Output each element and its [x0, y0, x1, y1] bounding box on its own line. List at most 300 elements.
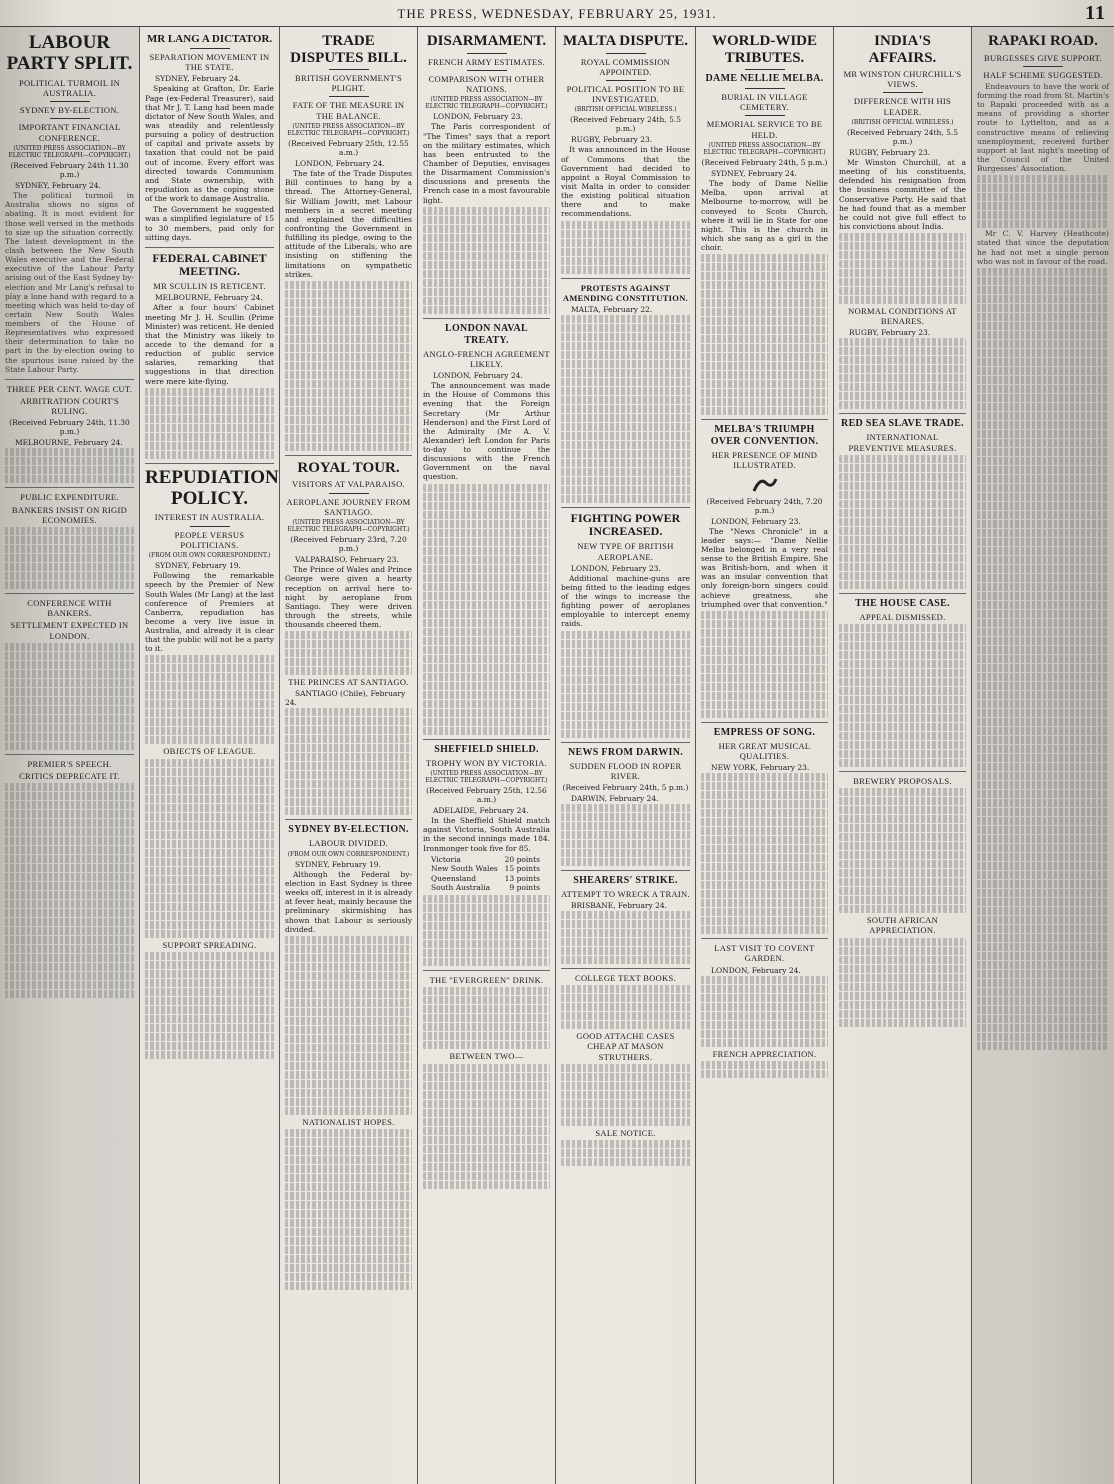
subheadline: LAST VISIT TO COVENT GARDEN.	[714, 943, 815, 964]
subheadline: ROYAL COMMISSION APPOINTED.	[580, 56, 671, 77]
illegible-text	[977, 709, 1109, 717]
illegible-text	[423, 1172, 550, 1180]
illegible-text	[839, 633, 966, 641]
illegible-text	[145, 727, 274, 735]
article-melba-triumph	[701, 424, 828, 723]
illegible-text	[561, 938, 690, 946]
divider	[329, 69, 369, 70]
illegible-text	[561, 230, 690, 238]
illegible-text	[977, 988, 1109, 996]
illegible-text	[285, 744, 412, 752]
dateline: VALPARAISO, February 23.	[295, 555, 399, 565]
illegible-text	[423, 574, 550, 582]
illegible-text	[423, 913, 550, 921]
illegible-text	[5, 670, 134, 678]
illegible-text	[839, 572, 966, 580]
illegible-text	[145, 424, 274, 432]
illegible-text	[285, 999, 412, 1007]
illegible-text	[5, 572, 134, 580]
illegible-text	[423, 306, 550, 314]
illegible-text	[701, 665, 828, 673]
illegible-text	[423, 1145, 550, 1153]
headline: MR LANG A DICTATOR.	[146, 33, 273, 45]
dateline: MELBOURNE, February 24.	[155, 293, 263, 303]
illegible-text	[423, 288, 550, 296]
illegible-text	[977, 808, 1109, 816]
illegible-text	[977, 871, 1109, 879]
dateline: LONDON, February 23.	[711, 516, 801, 526]
illegible-text	[423, 279, 550, 287]
illegible-text	[839, 759, 966, 767]
illegible-text	[423, 502, 550, 510]
column-4	[418, 27, 556, 1484]
dateline: LONDON, February 23.	[571, 563, 661, 573]
illegible-text	[701, 674, 828, 682]
illegible-text	[701, 872, 828, 880]
illegible-text	[561, 712, 690, 720]
illegible-text	[5, 661, 134, 669]
illegible-text	[701, 380, 828, 388]
illegible-text	[977, 970, 1109, 978]
illegible-text	[561, 676, 690, 684]
illegible-text	[285, 1080, 412, 1088]
illegible-text	[701, 299, 828, 307]
illegible-text	[5, 954, 134, 962]
divider	[329, 96, 369, 97]
illegible-text	[561, 813, 690, 821]
headline: FEDERAL CABINET MEETING.	[152, 250, 267, 279]
divider	[1023, 66, 1063, 67]
illegible-text	[977, 457, 1109, 465]
headline: INDIA'S AFFAIRS.	[868, 33, 937, 66]
illegible-text	[285, 344, 412, 352]
article-covent-garden	[701, 943, 828, 1082]
illegible-text	[561, 1082, 690, 1090]
illegible-text	[977, 700, 1109, 708]
illegible-text	[977, 853, 1109, 861]
illegible-text	[5, 697, 134, 705]
illegible-text	[145, 768, 274, 776]
wire-credit: (UNITED PRESS ASSOCIATION—BY ELECTRIC TELEGRAPH—COPYRIGHT.)	[287, 122, 410, 137]
illegible-text	[977, 961, 1109, 969]
illegible-text	[561, 804, 690, 812]
illegible-text	[423, 225, 550, 233]
illegible-text	[561, 956, 690, 964]
illegible-text	[5, 527, 134, 535]
illegible-text	[285, 308, 412, 316]
wire-credit: (UNITED PRESS ASSOCIATION—BY ELECTRIC TELEGRAPH—COPYRIGHT.)	[703, 141, 826, 156]
column-7	[834, 27, 972, 1484]
subheadline: RED SEA SLAVE TRADE.	[841, 418, 964, 430]
illegible-text	[285, 1044, 412, 1052]
subheadline: MELBA'S TRIUMPH OVER CONVENTION.	[710, 424, 819, 448]
illegible-text	[839, 750, 966, 758]
illegible-text	[839, 956, 966, 964]
wire-credit: (UNITED PRESS ASSOCIATION—BY ELECTRIC TELEGRAPH—COPYRIGHT.)	[8, 144, 131, 159]
illegible-text	[701, 290, 828, 298]
illegible-text	[285, 1192, 412, 1200]
subheadline: AEROPLANE JOURNEY FROM SANTIAGO.	[286, 496, 411, 517]
illegible-text	[285, 1219, 412, 1227]
illegible-text	[839, 851, 966, 859]
illegible-text	[839, 732, 966, 740]
illegible-text	[5, 882, 134, 890]
illegible-text	[977, 529, 1109, 537]
illegible-text	[285, 1017, 412, 1025]
article-sheffield-shield	[423, 744, 550, 972]
dateline: SYDNEY, February 19.	[295, 859, 381, 869]
illegible-text	[839, 545, 966, 553]
illegible-text	[285, 762, 412, 770]
illegible-text	[561, 929, 690, 937]
wire-credit: (BRITISH OFFICIAL WIRELESS.)	[851, 118, 954, 126]
illegible-text	[839, 696, 966, 704]
illegible-text	[285, 990, 412, 998]
illegible-text	[561, 1118, 690, 1126]
illegible-text	[145, 718, 274, 726]
illegible-text	[561, 911, 690, 919]
article-conference-bankers	[5, 598, 134, 755]
illegible-text	[839, 1010, 966, 1018]
illegible-text	[423, 1091, 550, 1099]
subheadline: THE PRINCES AT SANTIAGO.	[288, 677, 409, 688]
illegible-text	[145, 970, 274, 978]
illegible-text	[285, 299, 412, 307]
article-fighting-power	[561, 512, 690, 743]
divider	[190, 48, 230, 49]
subheadline: MR WINSTON CHURCHILL'S VIEWS.	[843, 69, 962, 90]
illegible-text	[839, 527, 966, 535]
illegible-text	[145, 664, 274, 672]
illegible-text	[423, 1005, 550, 1013]
illegible-text	[977, 727, 1109, 735]
subheadline: SHEFFIELD SHIELD.	[434, 743, 539, 755]
illegible-text	[701, 263, 828, 271]
illegible-text	[977, 340, 1109, 348]
illegible-text	[423, 646, 550, 654]
illegible-text	[977, 934, 1109, 942]
illegible-text	[977, 565, 1109, 573]
illegible-text	[423, 996, 550, 1004]
divider	[883, 92, 923, 93]
illegible-text	[5, 652, 134, 660]
illegible-text	[561, 985, 690, 993]
points-table	[431, 855, 550, 893]
subheadline: HER GREAT MUSICAL QUALITIES.	[718, 740, 811, 762]
illegible-text	[839, 705, 966, 713]
illegible-text	[285, 780, 412, 788]
subheadline: ATTEMPT TO WRECK A TRAIN.	[561, 888, 690, 899]
illegible-text	[977, 889, 1109, 897]
column-1	[0, 27, 140, 1484]
illegible-text	[839, 296, 966, 304]
illegible-text	[701, 407, 828, 415]
dateline: LONDON, February 24.	[433, 371, 523, 381]
illegible-text	[561, 378, 690, 386]
illegible-text	[561, 703, 690, 711]
illegible-text	[145, 831, 274, 839]
illegible-text	[977, 646, 1109, 654]
illegible-text	[977, 286, 1109, 294]
illegible-text	[561, 405, 690, 413]
subheadline: LABOUR DIVIDED.	[308, 838, 389, 849]
illegible-text	[561, 858, 690, 866]
subheadline: PROTESTS AGAINST AMENDING CONSTITUTION.	[562, 282, 689, 303]
illegible-text	[701, 1012, 828, 1020]
illegible-text	[145, 736, 274, 744]
illegible-text	[423, 297, 550, 305]
illegible-text	[145, 876, 274, 884]
illegible-text	[977, 349, 1109, 357]
illegible-text	[701, 638, 828, 646]
illegible-text	[977, 790, 1109, 798]
illegible-text	[5, 927, 134, 935]
illegible-text	[561, 658, 690, 666]
subheadline: SYDNEY BY-ELECTION.	[288, 824, 409, 836]
illegible-text	[285, 1228, 412, 1236]
illegible-text	[423, 547, 550, 555]
illegible-text	[285, 1138, 412, 1146]
article-premiers-speech	[5, 759, 134, 1002]
article-body: Although the Federal by-election in East Sydney is three weeks off, interest in it is already at fever heat, mainly because the preliminary skirmishing has shown that Labour is seriously divided.	[285, 869, 412, 934]
illegible-text	[285, 1273, 412, 1281]
illegible-text	[423, 691, 550, 699]
illegible-text	[285, 1071, 412, 1079]
illegible-text	[5, 545, 134, 553]
illegible-text	[977, 745, 1109, 753]
subheadline: SETTLEMENT EXPECTED IN LONDON.	[10, 620, 129, 641]
headline: ROYAL TOUR.	[297, 459, 400, 476]
illegible-text	[5, 688, 134, 696]
illegible-text	[5, 846, 134, 854]
illegible-text	[285, 371, 412, 379]
illegible-text	[285, 1089, 412, 1097]
illegible-text	[423, 511, 550, 519]
illegible-text	[561, 468, 690, 476]
illegible-text	[561, 441, 690, 449]
illegible-text	[977, 817, 1109, 825]
illegible-text	[285, 1062, 412, 1070]
subheadline: HER PRESENCE OF MIND ILLUSTRATED.	[711, 450, 818, 471]
illegible-text	[839, 455, 966, 463]
article-labour-party-split	[5, 33, 134, 380]
dateline: RUGBY, February 23.	[849, 328, 931, 338]
article-naval-treaty	[423, 323, 550, 740]
illegible-text	[285, 416, 412, 424]
illegible-text	[701, 899, 828, 907]
illegible-text	[977, 502, 1109, 510]
illegible-text	[145, 1006, 274, 1014]
illegible-text	[839, 965, 966, 973]
illegible-text	[977, 430, 1109, 438]
illegible-text	[839, 887, 966, 895]
illegible-text	[145, 1033, 274, 1041]
illegible-text	[977, 193, 1109, 201]
illegible-text	[285, 1098, 412, 1106]
illegible-text	[701, 782, 828, 790]
illegible-text	[977, 220, 1109, 228]
subheadline: SUDDEN FLOOD IN ROPER RIVER.	[569, 760, 682, 781]
illegible-text	[145, 858, 274, 866]
illegible-text	[423, 1136, 550, 1144]
illegible-text	[285, 1237, 412, 1245]
illegible-text	[285, 972, 412, 980]
subheadline: THREE PER CENT. WAGE CUT.	[6, 383, 133, 394]
illegible-text	[5, 810, 134, 818]
illegible-text	[977, 277, 1109, 285]
article-royal-tour	[285, 460, 412, 821]
illegible-text	[839, 842, 966, 850]
illegible-text	[285, 726, 412, 734]
illegible-text	[285, 425, 412, 433]
illegible-text	[423, 592, 550, 600]
illegible-text	[423, 931, 550, 939]
illegible-text	[5, 715, 134, 723]
wire-credit: (FROM OUR OWN CORRESPONDENT.)	[287, 850, 410, 858]
illegible-text	[977, 826, 1109, 834]
illegible-text	[285, 631, 412, 639]
illegible-text	[285, 1255, 412, 1263]
illegible-text	[977, 211, 1109, 219]
illegible-text	[561, 432, 690, 440]
illegible-text	[145, 709, 274, 717]
illegible-text	[145, 1051, 274, 1059]
illegible-text	[977, 880, 1109, 888]
illegible-text	[977, 421, 1109, 429]
illegible-text	[839, 392, 966, 400]
illegible-text	[839, 905, 966, 913]
illegible-text	[561, 459, 690, 467]
illegible-text	[423, 709, 550, 717]
illegible-text	[5, 742, 134, 750]
illegible-text	[423, 958, 550, 966]
illegible-text	[285, 1008, 412, 1016]
illegible-text	[977, 175, 1109, 183]
illegible-text	[561, 360, 690, 368]
illegible-text	[5, 457, 134, 465]
illegible-text	[839, 1001, 966, 1009]
illegible-text	[977, 376, 1109, 384]
illegible-text	[145, 1042, 274, 1050]
illegible-text	[839, 723, 966, 731]
illegible-text	[977, 637, 1109, 645]
illegible-text	[701, 845, 828, 853]
masthead	[0, 0, 1114, 27]
illegible-text	[561, 1149, 690, 1157]
illegible-text	[977, 610, 1109, 618]
illegible-text	[423, 610, 550, 618]
illegible-text	[285, 1129, 412, 1137]
illegible-text	[839, 788, 966, 796]
illegible-text	[423, 922, 550, 930]
article-body: The Government he suggested was a simplified legislature of 15 to 30 members, paid only for sitting days.	[145, 205, 274, 242]
illegible-text	[839, 464, 966, 472]
illegible-text	[423, 1082, 550, 1090]
illegible-text	[561, 257, 690, 265]
subheadline: CONFERENCE WITH BANKERS.	[27, 598, 112, 619]
subheadline: SEPARATION MOVEMENT IN THE STATE.	[149, 52, 270, 73]
subheadline: NATIONALIST HOPES.	[302, 1116, 395, 1127]
article-protests	[561, 283, 690, 508]
article-house-case	[839, 598, 966, 772]
illegible-text	[145, 961, 274, 969]
illegible-text	[839, 797, 966, 805]
illegible-text	[977, 295, 1109, 303]
subheadline: MEMORIAL SERVICE TO BE HELD.	[706, 119, 823, 140]
illegible-text	[701, 1021, 828, 1029]
illegible-text	[285, 326, 412, 334]
subheadline: POLITICAL POSITION TO BE INVESTIGATED.	[566, 83, 685, 105]
ad-heading: BETWEEN TWO—	[449, 1051, 524, 1062]
illegible-text	[839, 938, 966, 946]
column-2	[140, 27, 280, 1484]
illegible-text	[701, 656, 828, 664]
illegible-text	[285, 398, 412, 406]
decorative-ink-mark	[750, 473, 780, 495]
illegible-text	[145, 388, 274, 396]
illegible-text	[285, 936, 412, 944]
subheadline: MR SCULLIN IS RETICENT.	[153, 281, 266, 292]
illegible-text	[145, 795, 274, 803]
illegible-text	[701, 344, 828, 352]
illegible-text	[701, 854, 828, 862]
illegible-text	[561, 640, 690, 648]
illegible-text	[285, 1053, 412, 1061]
subheadline: ARBITRATION COURT'S RULING.	[19, 396, 120, 417]
illegible-text	[701, 353, 828, 361]
illegible-text	[561, 221, 690, 229]
column-3	[280, 27, 418, 1484]
illegible-text	[423, 207, 550, 215]
subheadline: ANGLO-FRENCH AGREEMENT LIKELY.	[423, 348, 550, 369]
dateline: RUGBY, February 23.	[571, 135, 653, 145]
subheadline: TROPHY WON BY VICTORIA.	[425, 757, 548, 768]
illegible-text	[977, 619, 1109, 627]
illegible-text	[145, 988, 274, 996]
illegible-text	[561, 333, 690, 341]
illegible-text	[977, 394, 1109, 402]
article-brewery-proposals	[839, 776, 966, 1031]
illegible-text	[5, 945, 134, 953]
team-name: New South Wales	[431, 864, 498, 874]
illegible-text	[423, 601, 550, 609]
illegible-text	[701, 1061, 828, 1069]
illegible-text	[977, 655, 1109, 663]
illegible-text	[285, 945, 412, 953]
illegible-text	[5, 448, 134, 456]
illegible-text	[701, 647, 828, 655]
illegible-text	[561, 631, 690, 639]
illegible-text	[977, 754, 1109, 762]
illegible-text	[977, 772, 1109, 780]
illegible-text	[285, 335, 412, 343]
illegible-text	[145, 673, 274, 681]
received-line: (Received February 24th, 5 p.m.)	[701, 158, 828, 168]
illegible-text	[977, 763, 1109, 771]
divider	[745, 69, 785, 70]
illegible-text	[977, 304, 1109, 312]
illegible-text	[285, 1210, 412, 1218]
divider	[50, 101, 90, 102]
subheadline: LONDON NAVAL TREATY.	[445, 322, 528, 346]
illegible-text	[977, 835, 1109, 843]
illegible-text	[145, 700, 274, 708]
illegible-text	[839, 287, 966, 295]
illegible-text	[977, 367, 1109, 375]
illegible-text	[977, 511, 1109, 519]
illegible-text	[285, 281, 412, 289]
subheadline: CRITICS DEPRECATE IT.	[19, 770, 120, 781]
